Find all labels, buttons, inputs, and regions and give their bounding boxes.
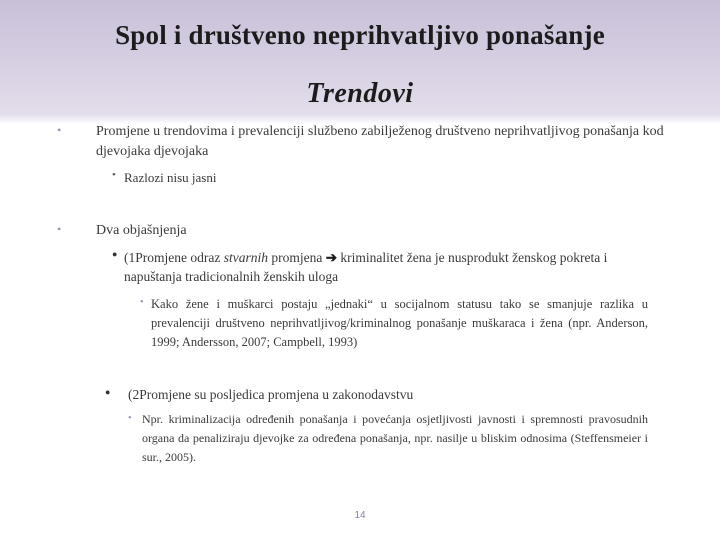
bullet-explanation-legislation: (2Promjene su posljedica promjena u zakonodavstvu xyxy=(128,387,414,402)
bullet-two-explanations: Dva objašnjenja xyxy=(96,223,187,238)
slide-subtitle: Trendovi xyxy=(306,78,414,109)
bullet-marker: ● xyxy=(105,387,111,397)
explanation-1-middle: promjena xyxy=(267,250,326,265)
bullet-marker: • xyxy=(57,123,62,137)
bullet-criminalization-example: Npr. kriminalizacija određenih ponašanja i povećanja osjetljivosti javnosti i spremnosti pravosudnih organa da penaliziraju djevojke za određena ponašanja, npr. nasilje u bliskim odnosima (Steffensmeier i sur., 2005). xyxy=(142,412,648,464)
explanation-1-emphasis: stvarnih xyxy=(223,250,268,265)
page-number: 14 xyxy=(354,510,366,521)
bullet-explanation-real-change xyxy=(124,248,664,286)
bullet-marker: ● xyxy=(112,249,118,259)
arrow-right-icon: ➔ xyxy=(325,250,338,265)
bullet-marker: • xyxy=(57,222,62,236)
bullet-marker: • xyxy=(128,413,132,424)
explanation-1-prefix: (1Promjene odraz xyxy=(124,250,224,265)
bullet-marker: • xyxy=(112,169,116,181)
explanation-1-suffix: kriminalitet žena je nusprodukt ženskog pokreta i napuštanja tradicionalnih ženskih uloga xyxy=(124,250,608,284)
bullet-marker: • xyxy=(140,297,144,308)
slide-title: Spol i društveno neprihvatljivo ponašanje xyxy=(115,20,605,50)
bullet-equality-status: Kako žene i muškarci postaju „jednaki“ u socijalnom statusu tako se smanjuje razlika u prevalenciji društveno neprihvatljivog/kriminalnog ponašanje muškaraca i žena (npr. Anderson, 1999; Andersson, 2007; Campbell, 1993) xyxy=(151,297,648,349)
bullet-trend-changes: Promjene u trendovima i prevalenciji službeno zabilježenog društveno neprihvatljivog ponašanja kod djevojaka djevojaka xyxy=(96,124,664,159)
bullet-reasons-unclear: Razlozi nisu jasni xyxy=(124,170,217,185)
